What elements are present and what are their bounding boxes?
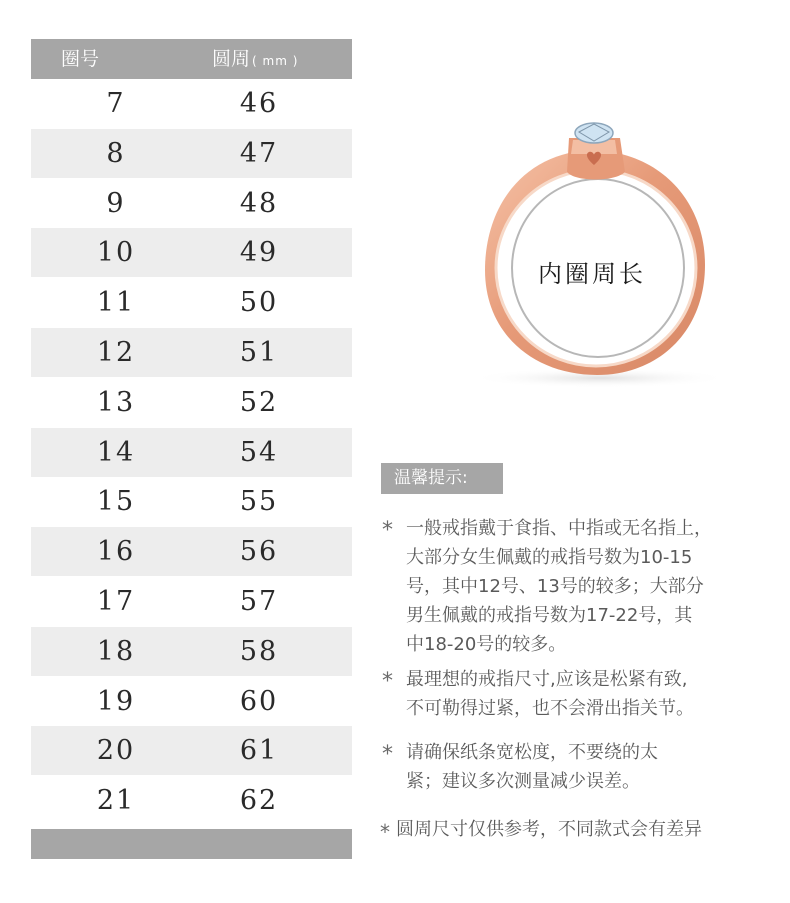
table-header (31, 39, 352, 79)
table-row (31, 79, 352, 128)
table-row (31, 527, 352, 576)
size-cell: 10 (96, 237, 136, 269)
ring-size-table (31, 39, 352, 827)
circumference-cell: 51 (239, 337, 279, 368)
tip-text: 请确保纸条宽松度，不要绕的太 紧；建议多次测量减少误差。 (406, 742, 658, 792)
star-icon: * (382, 742, 393, 767)
table-row (31, 328, 352, 377)
tip-text: 圆周尺寸仅供参考，不同款式会有差异 (396, 819, 702, 840)
circumference-cell: 48 (239, 187, 279, 219)
size-cell: 21 (96, 785, 136, 817)
size-cell: 7 (106, 88, 126, 119)
circumference-cell: 60 (239, 685, 279, 717)
table-row (31, 129, 352, 178)
star-icon: * (382, 518, 393, 543)
size-cell: 19 (96, 685, 136, 717)
circumference-cell: 49 (239, 237, 279, 269)
table-row (31, 627, 352, 676)
tip-text: 最理想的戒指尺寸,应该是松紧有致, 不可勒得过紧，也不会滑出指关节。 (406, 669, 694, 719)
size-cell: 15 (96, 486, 136, 518)
star-icon: * (382, 669, 393, 694)
tip-item (382, 665, 782, 725)
circumference-cell: 52 (239, 386, 279, 418)
circumference-column-header (212, 39, 298, 81)
table-row (31, 477, 352, 526)
table-row (31, 726, 352, 775)
size-cell: 16 (96, 536, 136, 568)
inner-circumference-label: 内圈周长 (538, 260, 646, 288)
size-cell: 14 (96, 436, 136, 468)
circumference-cell: 46 (239, 88, 279, 119)
circumference-cell: 47 (239, 137, 279, 169)
table-row (31, 577, 352, 626)
size-cell: 13 (96, 386, 136, 418)
circumference-cell: 50 (239, 287, 279, 319)
table-row (31, 428, 352, 477)
table-footer-bar (31, 829, 352, 859)
table-row (31, 378, 352, 427)
tip-item (382, 738, 782, 798)
table-row (31, 677, 352, 726)
circumference-cell: 62 (239, 785, 279, 817)
size-cell: 20 (96, 735, 136, 767)
size-cell: 9 (106, 187, 126, 219)
circumference-cell: 57 (239, 586, 279, 617)
size-cell: 8 (106, 137, 126, 169)
tip-text: 一般戒指戴于食指、中指或无名指上， 大部分女生佩戴的戒指号数为10-15 号，其中12号、13号的较多；大部分 男生佩戴的戒指号数为17-22号，其 中18-20号的较多。 (406, 518, 712, 655)
tip-item (382, 514, 782, 655)
circumference-cell: 55 (239, 486, 279, 518)
size-cell: 17 (96, 586, 136, 617)
tip-item (380, 815, 780, 845)
circumference-cell: 58 (239, 635, 279, 667)
size-cell: 12 (96, 337, 136, 368)
size-cell: 18 (96, 635, 136, 667)
circumference-cell: 61 (239, 735, 279, 767)
circumference-header-label: 圆周 (212, 48, 251, 70)
table-body (31, 79, 352, 827)
size-cell: 11 (96, 287, 136, 319)
table-row (31, 228, 352, 277)
table-row (31, 278, 352, 327)
star-icon: * (380, 820, 390, 844)
circumference-cell: 56 (239, 536, 279, 568)
size-column-header: 圈号 (61, 48, 100, 70)
table-row (31, 776, 352, 825)
unit-label: ( mm ) (252, 54, 299, 68)
circumference-cell: 54 (239, 436, 279, 468)
table-row (31, 179, 352, 228)
tips-title: 温馨提示: (381, 463, 503, 494)
